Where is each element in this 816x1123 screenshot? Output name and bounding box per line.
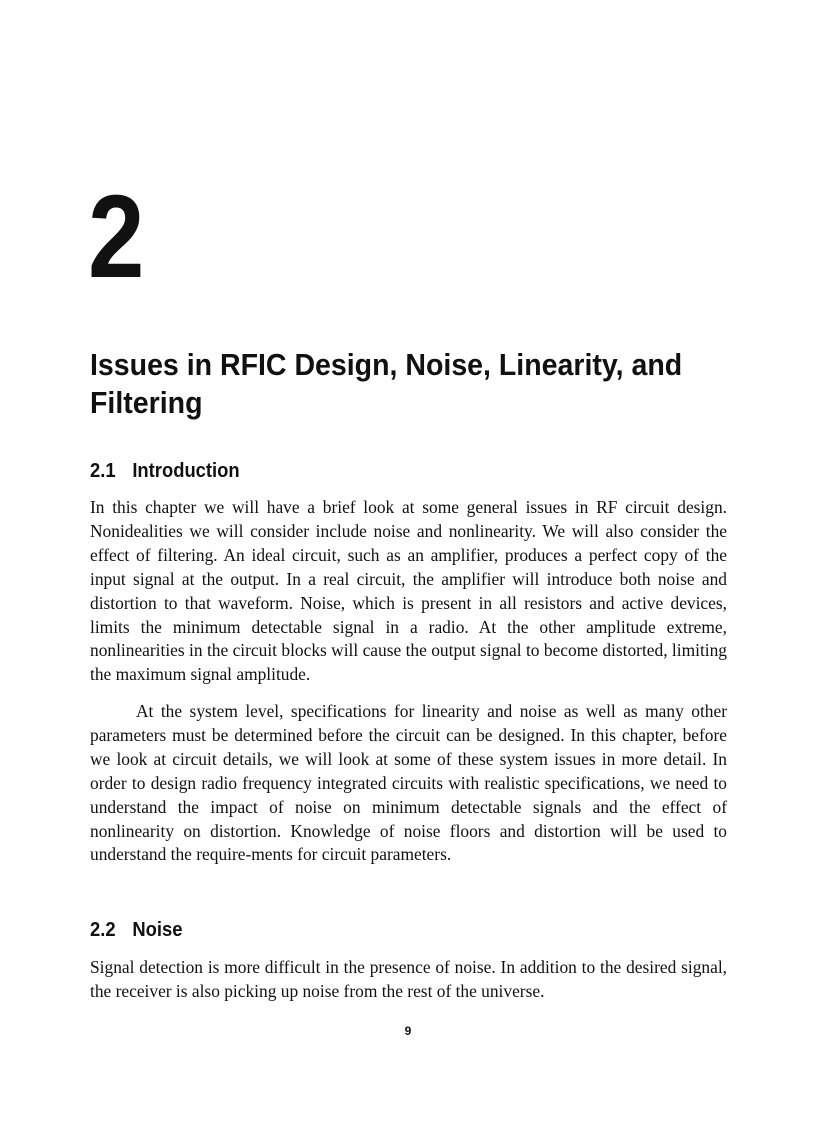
chapter-number: 2 (88, 171, 143, 303)
body-paragraph: In this chapter we will have a brief look at some general issues in RF circuit design. Nonidealities we will consider include noise and nonlinearity. We will also consider the effect of filtering. An ideal circuit, such as an amplifier, produces a perfect copy of the input signal at the output. In a real circuit, the amplifier will introduce both noise and distortion to that waveform. Noise, which is present in all resistors and active devices, limits the minimum detectable signal in a radio. At the other amplitude extreme, nonlinearities in the circuit blocks will cause the output signal to become distorted, limiting the maximum signal amplitude. (90, 497, 727, 685)
section-number: 2.1 (90, 460, 116, 482)
body-paragraph: Signal detection is more difficult in the presence of noise. In addition to the desired signal, the receiver is also picking up noise from the rest of the universe. (90, 957, 727, 1001)
section-heading-introduction (90, 459, 240, 483)
section-number: 2.2 (90, 919, 116, 941)
body-paragraph: At the system level, specifications for linearity and noise as well as many other parameters must be determined before the circuit can be designed. In this chapter, before we look at circuit details, we will look at some of these system issues in more detail. In order to design radio frequency integrated circuits with realistic specifications, we need to understand the impact of noise on minimum detectable signals and the effect of nonlinearity on distortion. Knowledge of noise floors and distortion will be used to understand the require-ments for circuit parameters. (90, 701, 727, 865)
section-heading-noise (90, 918, 182, 942)
section-title: Introduction (132, 460, 240, 482)
page-number: 9 (404, 1024, 412, 1038)
chapter-title: Issues in RFIC Design, Noise, Linearity, and Filtering (90, 347, 683, 420)
section-title: Noise (132, 919, 183, 941)
